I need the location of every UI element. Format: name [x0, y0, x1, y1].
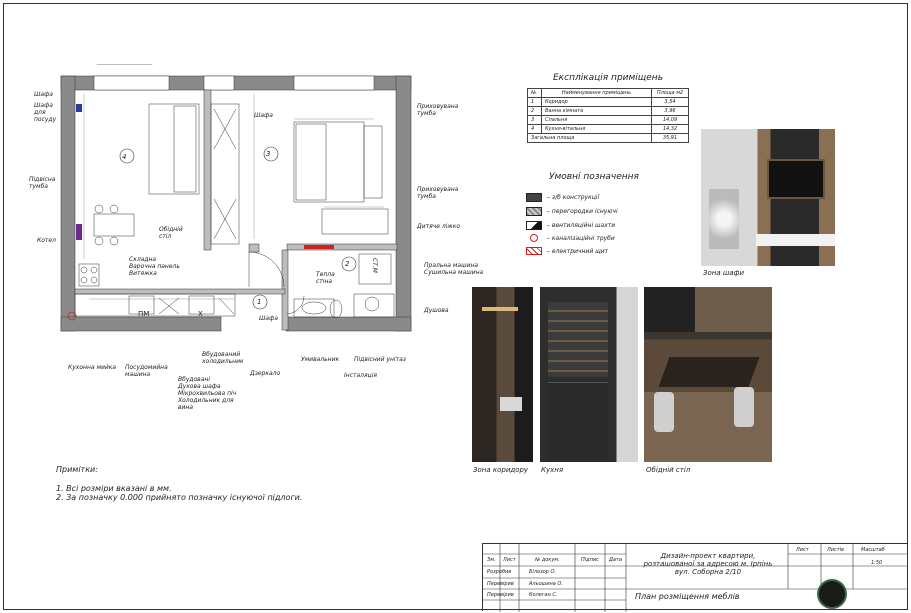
header-room: Найменування приміщень [542, 89, 652, 98]
label-cm: СТ.М [371, 258, 378, 273]
legend-swatch-partition [526, 207, 542, 216]
tb-col-date: Дата [609, 557, 622, 563]
room-number-3: 3 [266, 150, 271, 158]
legend-item: – з/б конструкції [547, 194, 600, 201]
cell-room: Ванна кімната [542, 107, 652, 116]
legend-item: – електричний щит [547, 248, 609, 255]
tb-col-sign: Підпис [581, 557, 599, 563]
label-hob: Складна Варочна панель Витяжка [129, 256, 180, 277]
room-number-1: 1 [257, 298, 262, 306]
cell-area: 14,32 [652, 125, 689, 134]
tb-col-change: Зм. [487, 557, 496, 563]
corridor-photo [472, 287, 533, 462]
tb-person-1: Білозор О. [529, 569, 557, 575]
label-nightstand-1: Приховувана тумба [417, 103, 459, 117]
cell-room: Кухня-вітальня [542, 125, 652, 134]
label-kids-bed: Дитяче ліжко [417, 223, 461, 230]
cell-area: 3,96 [652, 107, 689, 116]
cell-number: 3 [528, 116, 542, 125]
wardrobe-caption: Зона шафи [703, 269, 745, 277]
title-block [482, 543, 907, 611]
label-sink: Кухонна мийка [68, 364, 117, 371]
table-total-row [528, 134, 689, 143]
tb-role-2: Перевірив [487, 581, 514, 587]
explication-table [527, 88, 689, 143]
tb-person-2: Альошина О. [529, 581, 563, 587]
label-pm: ПМ [138, 310, 150, 318]
label-fridge: Вбудований холодильник [202, 351, 244, 365]
tb-col-doc: № докум. [535, 557, 560, 563]
dining-photo [644, 287, 772, 462]
label-built-in: Вбудовані Духова шафа Мікрохвильова піч Холодильник для вина [178, 376, 237, 411]
legend-swatch-panel [526, 247, 542, 255]
table-header-row [528, 89, 689, 98]
legend-swatch-vent [526, 221, 542, 230]
label-washer: Пральна машина Сушильна машина [424, 262, 484, 276]
label-installation: Інсталяція [344, 372, 377, 379]
legend-swatch-concrete [526, 193, 542, 202]
cell-number: 4 [528, 125, 542, 134]
label-wardrobe-3: Шафа [259, 315, 278, 322]
wardrobe-photo [701, 129, 835, 266]
legend-item: – вентиляційні шахти [547, 222, 616, 229]
tb-role-3: Перевірив [487, 592, 514, 598]
label-wardrobe-2: Шафа [254, 112, 273, 119]
label-x: Х [198, 310, 203, 318]
label-toilet: Підвісний унітаз [354, 356, 406, 363]
notes-title: Примітки: [56, 465, 98, 474]
label-wardrobe: Шафа [34, 91, 53, 98]
label-shower: Душова [424, 307, 449, 314]
tb-project: Дизайн-проект квартири, розташованої за адресою м. Ірпінь вул. Соборна 2/10 [643, 552, 773, 576]
cell-number: 2 [528, 107, 542, 116]
label-boiler: Котел [37, 237, 56, 244]
label-warm-wall: Тепла стіна [316, 271, 335, 285]
tb-stage-sheets: Листів [827, 547, 845, 553]
label-hanging-cabinet: Підвісна тумба [29, 176, 56, 190]
room-number-4: 4 [122, 153, 127, 161]
note-line-2: 2. За позначку 0.000 прийнято позначку існуючої підлоги. [56, 493, 303, 502]
company-logo [817, 579, 847, 609]
tb-scale: 1:50 [871, 560, 883, 566]
label-nightstand-2: Приховувана тумба [417, 186, 459, 200]
header-area: Площа м2 [652, 89, 689, 98]
legend-swatch-sewer [530, 234, 538, 242]
room-number-2: 2 [345, 260, 350, 268]
table-row [528, 107, 689, 116]
legend-item: – каналізаційні труби [547, 235, 615, 242]
cell-total-value: 35,91 [652, 134, 689, 143]
legend-item: – перегородки існуючі [547, 208, 618, 215]
dining-caption: Обідній стіл [646, 466, 691, 474]
tb-person-3: Колеган С. [529, 592, 558, 598]
kitchen-caption: Кухня [541, 466, 564, 474]
cell-area: 14,09 [652, 116, 689, 125]
note-line-1: 1. Всі розміри вказані в мм. [56, 484, 172, 493]
legend-title: Умовні позначення [549, 172, 639, 182]
drawing-sheet [3, 3, 908, 610]
label-dining-table: Обідній стіл [159, 226, 183, 240]
cell-number: 1 [528, 98, 542, 107]
header-number: № [528, 89, 542, 98]
cell-area: 3,54 [652, 98, 689, 107]
tb-role-1: Розробив [487, 569, 512, 575]
tb-sheet-title: План розміщення меблів [635, 592, 740, 601]
label-washbasin: Умивальник [301, 356, 340, 363]
cell-room: Спальня [542, 116, 652, 125]
label-dish-cabinet: Шафа для посуду [34, 102, 57, 123]
tb-stage-scale: Масштаб [861, 547, 885, 553]
cell-room: Коридор [542, 98, 652, 107]
explication-title: Експлікація приміщень [553, 73, 663, 83]
cell-total-label: Загальна площа [528, 134, 652, 143]
table-row [528, 125, 689, 134]
label-dishwasher: Посудомийна машина [125, 364, 168, 378]
tb-col-sheet: Лист [503, 557, 516, 563]
table-row [528, 98, 689, 107]
tb-stage-sheet: Лист [796, 547, 809, 553]
corridor-caption: Зона коридору [473, 466, 529, 474]
kitchen-photo [540, 287, 638, 462]
label-mirror: Дзеркало [250, 370, 281, 377]
table-row [528, 116, 689, 125]
